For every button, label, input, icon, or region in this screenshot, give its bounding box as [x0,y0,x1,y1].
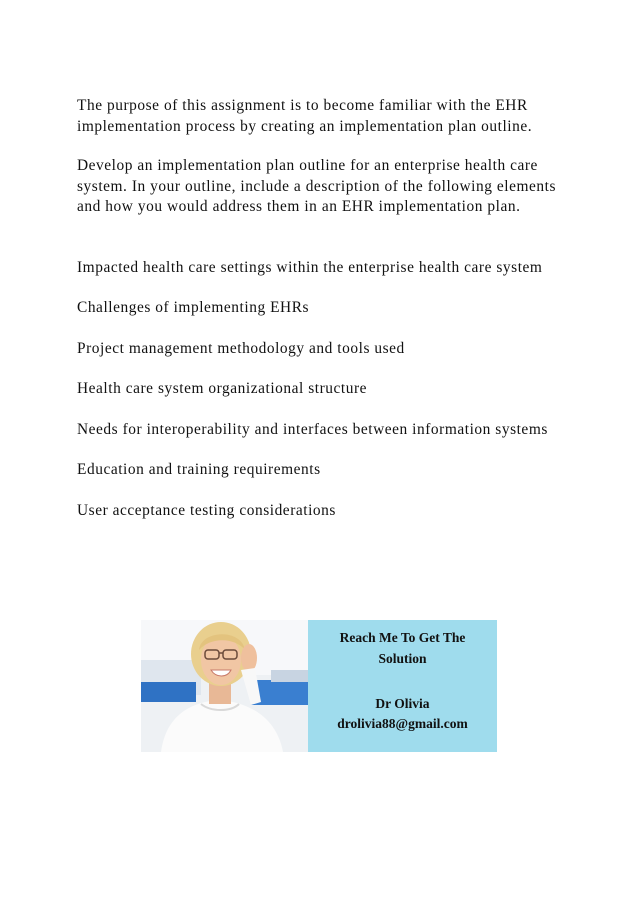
contact-info [308,620,497,752]
banner-line-2: Solution [378,651,427,666]
element-item: Needs for interoperability and interfaces between information systems [77,420,548,438]
contact-name: Dr Olivia [375,696,430,711]
contact-banner [141,620,497,752]
element-item: Impacted health care settings within the enterprise health care system [77,258,543,276]
element-item: Challenges of implementing EHRs [77,299,310,316]
woman-photo [141,620,308,752]
contact-email: drolivia88@gmail.com [337,716,468,731]
element-item: Project management methodology and tools used [77,339,405,357]
instructions-paragraph: Develop an implementation plan outline for an enterprise health care system. In your outline, include a description of the following elements and how you would address them in an EHR implementation plan. [77,157,556,215]
element-item: Education and training requirements [77,461,321,478]
banner-line-1: Reach Me To Get The [339,630,466,645]
assignment-text [77,96,577,541]
element-item: User acceptance testing considerations [77,501,336,519]
element-item: Health care system organizational structure [77,380,368,397]
intro-paragraph: The purpose of this assignment is to become familiar with the EHR implementation process by creating an implementation plan outline. [77,97,533,135]
